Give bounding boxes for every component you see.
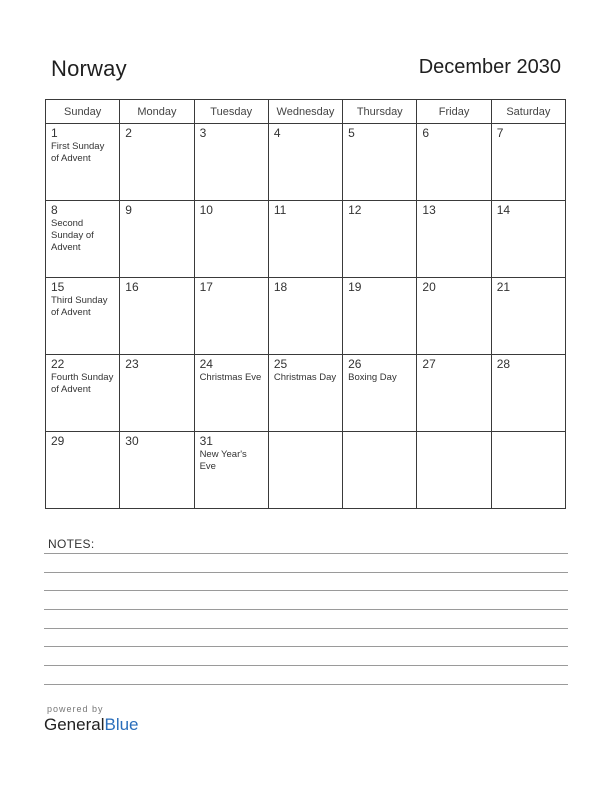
note-line <box>44 553 568 554</box>
note-line <box>44 684 568 685</box>
note-line <box>44 646 568 647</box>
day-cell <box>268 124 342 201</box>
day-cell <box>194 201 268 278</box>
day-number: 23 <box>125 357 139 371</box>
day-number: 13 <box>422 203 436 217</box>
note-line <box>44 628 568 629</box>
week-row <box>46 432 566 509</box>
day-cell <box>46 124 120 201</box>
day-number: 30 <box>125 434 139 448</box>
day-cell <box>194 124 268 201</box>
day-cell <box>491 355 565 432</box>
brand-blue-text: Blue <box>104 715 139 734</box>
day-cell <box>120 278 194 355</box>
holiday-label: Christmas Eve <box>199 372 262 383</box>
weekday-saturday: Saturday <box>491 100 565 124</box>
day-cell <box>120 432 194 509</box>
day-number: 26 <box>348 357 362 371</box>
day-cell <box>343 432 417 509</box>
brand-general-text: General <box>44 715 105 734</box>
holiday-label: First Sunday of Advent <box>51 141 105 164</box>
day-cell <box>491 201 565 278</box>
week-row <box>46 355 566 432</box>
note-line <box>44 572 568 573</box>
note-line <box>44 590 568 591</box>
month-title: December 2030 <box>418 56 561 78</box>
day-number: 7 <box>496 126 504 140</box>
day-cell <box>268 355 342 432</box>
day-number: 22 <box>51 357 65 371</box>
day-number: 10 <box>199 203 213 217</box>
day-cell <box>120 355 194 432</box>
day-cell <box>46 355 120 432</box>
day-number: 12 <box>348 203 362 217</box>
weekday-thursday: Thursday <box>343 100 417 124</box>
brand-name <box>44 715 139 735</box>
note-line <box>44 609 568 610</box>
day-cell <box>194 355 268 432</box>
holiday-label: Christmas Day <box>273 372 337 383</box>
day-number: 31 <box>199 434 213 448</box>
day-number: 15 <box>51 280 65 294</box>
day-number: 29 <box>51 434 65 448</box>
day-cell <box>491 432 565 509</box>
day-number: 21 <box>496 280 511 294</box>
day-number: 27 <box>422 357 436 371</box>
weekday-tuesday: Tuesday <box>194 100 268 124</box>
day-cell <box>343 278 417 355</box>
day-cell <box>417 355 491 432</box>
day-cell <box>46 432 120 509</box>
day-number: 20 <box>422 280 436 294</box>
notes-label: NOTES: <box>48 537 95 551</box>
powered-by-text: powered by <box>47 704 104 714</box>
day-number: 5 <box>348 126 355 140</box>
day-cell <box>343 124 417 201</box>
day-number: 16 <box>125 280 139 294</box>
weekday-monday: Monday <box>120 100 194 124</box>
day-cell <box>46 278 120 355</box>
day-cell <box>343 355 417 432</box>
day-cell <box>268 201 342 278</box>
week-row <box>46 278 566 355</box>
holiday-label: Third Sunday of Advent <box>51 295 108 318</box>
week-row <box>46 124 566 201</box>
day-cell <box>268 278 342 355</box>
weekday-friday: Friday <box>417 100 491 124</box>
holiday-label: Boxing Day <box>348 372 397 383</box>
day-number: 14 <box>496 203 511 217</box>
day-cell <box>46 201 120 278</box>
holiday-label: New Year's Eve <box>199 449 247 472</box>
day-cell <box>268 432 342 509</box>
day-number: 24 <box>199 357 213 371</box>
week-row <box>46 201 566 278</box>
weekday-wednesday: Wednesday <box>268 100 342 124</box>
day-number: 3 <box>199 126 207 140</box>
day-number: 25 <box>273 357 288 371</box>
day-cell <box>491 278 565 355</box>
day-number: 18 <box>273 280 288 294</box>
day-number: 19 <box>348 280 362 294</box>
day-cell <box>491 124 565 201</box>
day-cell <box>417 278 491 355</box>
weekday-header-row <box>46 100 566 124</box>
calendar-grid <box>45 99 566 509</box>
day-number: 4 <box>273 126 281 140</box>
day-cell <box>194 278 268 355</box>
holiday-label: Fourth Sunday of Advent <box>51 372 114 395</box>
day-number: 8 <box>51 203 58 217</box>
day-cell <box>417 201 491 278</box>
weekday-sunday: Sunday <box>46 100 120 124</box>
brand-logo <box>44 704 139 735</box>
country-title: Norway <box>51 56 127 81</box>
day-number: 9 <box>125 203 132 217</box>
day-cell <box>194 432 268 509</box>
day-cell <box>417 124 491 201</box>
day-number: 11 <box>273 203 287 217</box>
day-number: 17 <box>199 280 213 294</box>
holiday-label: Second Sunday of Advent <box>51 218 94 253</box>
day-number: 1 <box>51 126 58 140</box>
day-number: 28 <box>496 357 511 371</box>
day-cell <box>343 201 417 278</box>
day-number: 6 <box>422 126 430 140</box>
note-line <box>44 665 568 666</box>
day-cell <box>120 124 194 201</box>
day-cell <box>417 432 491 509</box>
day-cell <box>120 201 194 278</box>
day-number: 2 <box>125 126 132 140</box>
